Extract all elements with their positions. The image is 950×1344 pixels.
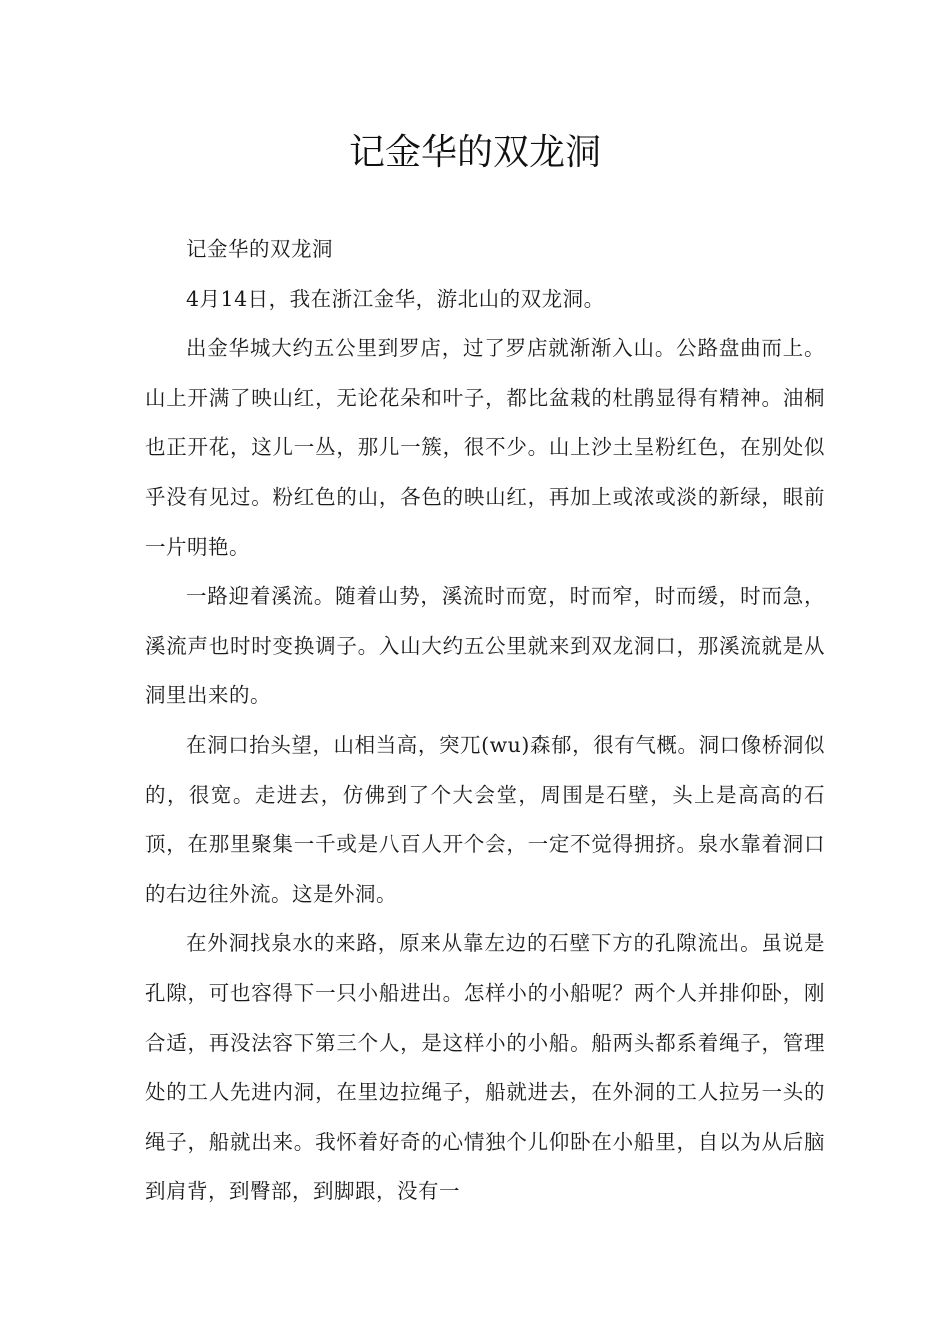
- paragraph-road: 出金华城大约五公里到罗店，过了罗店就渐渐入山。公路盘曲而上。山上开满了映山红，无论花朵和叶子，都比盆栽的杜鹃显得有精神。油桐也正开花，这儿一丛，那儿一簇，很不少。山上沙土呈粉红色，在别处似乎没有见过。粉红色的山，各色的映山红，再加上或浓或淡的新绿，眼前一片明艳。: [145, 336, 825, 559]
- paragraph-boat: 在外洞找泉水的来路，原来从靠左边的石壁下方的孔隙流出。虽说是孔隙，可也容得下一只小船进出。怎样小的小船呢？两个人并排仰卧，刚合适，再没法容下第三个人，是这样小的小船。船两头都系着绳子，管理处的工人先进内洞，在里边拉绳子，船就进去，在外洞的工人拉另一头的绳子，船就出来。我怀着好奇的心情独个儿仰卧在小船里，自以为从后脑到肩背，到臀部，到脚跟，没有一: [145, 931, 825, 1204]
- document-body: [145, 225, 825, 1217]
- paragraph-date: 4月14日，我在浙江金华，游北山的双龙洞。: [186, 286, 605, 311]
- paragraph-stream: 一路迎着溪流。随着山势，溪流时而宽，时而窄，时而缓，时而急，溪流声也时时变换调子。入山大约五公里就来到双龙洞口，那溪流就是从洞里出来的。: [145, 584, 825, 708]
- paragraph-outer-cave: 在洞口抬头望，山相当高，突兀(wu)森郁，很有气概。洞口像桥洞似的，很宽。走进去，仿佛到了个大会堂，周围是石壁，头上是高高的石顶，在那里聚集一千或是八百人开个会，一定不觉得拥挤。泉水靠着洞口的右边往外流。这是外洞。: [145, 732, 825, 906]
- document-title: 记金华的双龙洞: [348, 132, 601, 173]
- paragraph-subtitle: 记金华的双龙洞: [186, 237, 333, 261]
